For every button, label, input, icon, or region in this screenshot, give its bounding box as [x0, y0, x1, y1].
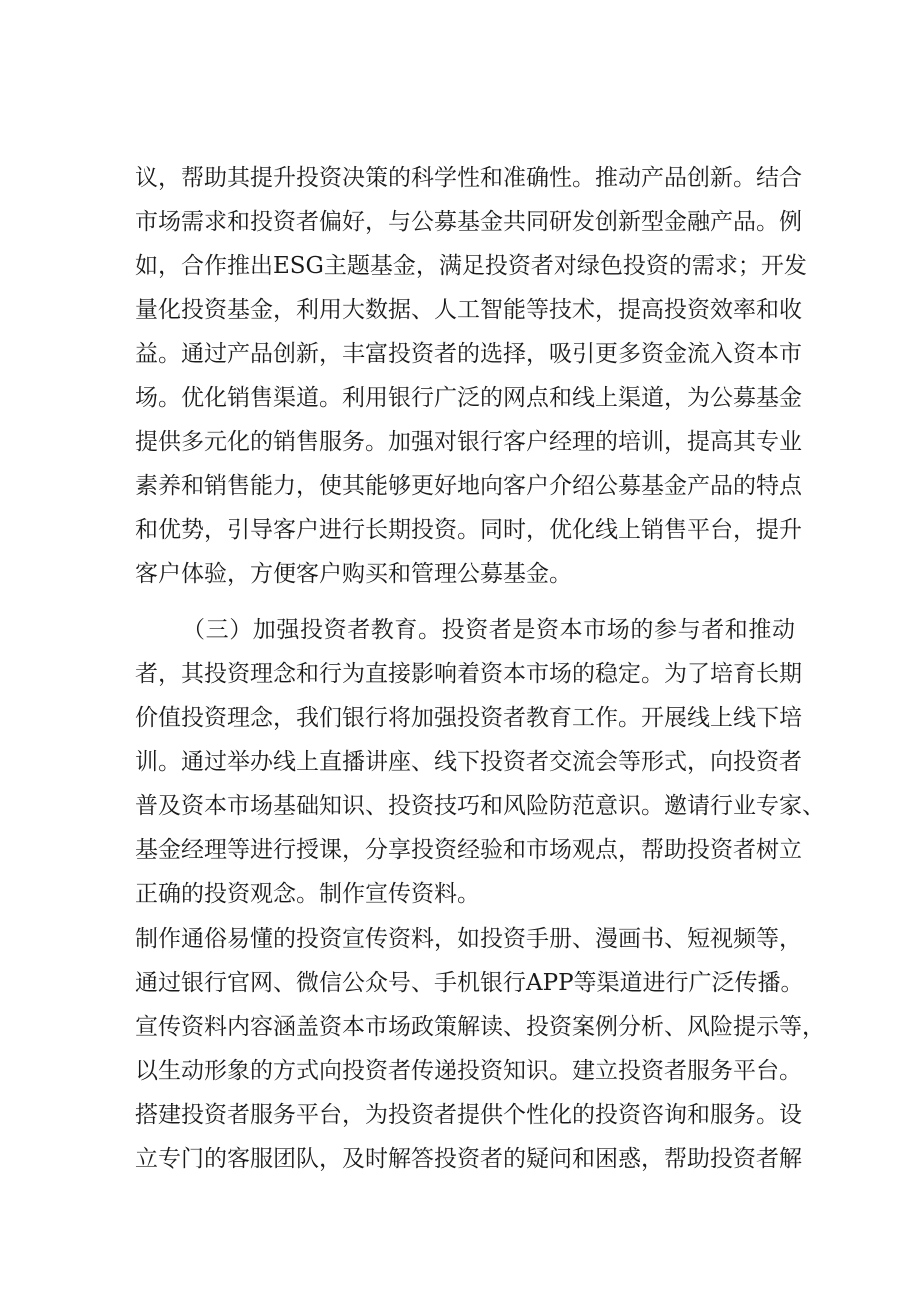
- text-line: 基金经理等进行授课，分享投资经验和市场观点，帮助投资者树立: [135, 837, 802, 863]
- text-line: 制作通俗易懂的投资宣传资料，如投资手册、漫画书、短视频等，: [135, 926, 802, 952]
- text-line: 议，帮助其提升投资决策的科学性和准确性。推动产品创新。结合: [135, 165, 802, 191]
- text-line: 客户体验，方便客户购买和管理公募基金。: [135, 561, 572, 587]
- text-line: 市场需求和投资者偏好，与公募基金共同研发创新型金融产品。例: [135, 209, 802, 235]
- text-line: 价值投资理念，我们银行将加强投资者教育工作。开展线上线下培: [135, 705, 802, 731]
- text-line: 正确的投资观念。制作宣传资料。: [135, 881, 480, 907]
- text-line: 量化投资基金，利用大数据、人工智能等技术，提高投资效率和收: [135, 297, 802, 323]
- text-line: 普及资本市场基础知识、投资技巧和风险防范意识。邀请行业专家、: [135, 793, 825, 819]
- text-line: 以生动形象的方式向投资者传递投资知识。建立投资者服务平台。: [135, 1058, 802, 1084]
- text-line: 立专门的客服团队，及时解答投资者的疑问和困惑，帮助投资者解: [135, 1146, 802, 1172]
- text-line: 宣传资料内容涵盖资本市场政策解读、投资案例分析、风险提示等，: [135, 1014, 825, 1040]
- text-line: 搭建投资者服务平台，为投资者提供个性化的投资咨询和服务。设: [135, 1102, 802, 1128]
- section-heading-line: （三）加强投资者教育。投资者是资本市场的参与者和推动: [182, 617, 795, 643]
- text-line: 者，其投资理念和行为直接影响着资本市场的稳定。为了培育长期: [135, 661, 802, 687]
- text-line: 和优势，引导客户进行长期投资。同时，优化线上销售平台，提升: [135, 517, 802, 543]
- text-line: 训。通过举办线上直播讲座、线下投资者交流会等形式，向投资者: [135, 749, 802, 775]
- text-line: 提供多元化的销售服务。加强对银行客户经理的培训，提高其专业: [135, 429, 802, 455]
- text-line: 素养和销售能力，使其能够更好地向客户介绍公募基金产品的特点: [135, 473, 802, 499]
- text-line: 场。优化销售渠道。利用银行广泛的网点和线上渠道，为公募基金: [135, 385, 802, 411]
- text-line: 如，合作推出ESG主题基金，满足投资者对绿色投资的需求；开发: [135, 253, 807, 279]
- text-line: 益。通过产品创新，丰富投资者的选择，吸引更多资金流入资本市: [135, 341, 802, 367]
- text-line: 通过银行官网、微信公众号、手机银行APP等渠道进行广泛传播。: [135, 970, 804, 996]
